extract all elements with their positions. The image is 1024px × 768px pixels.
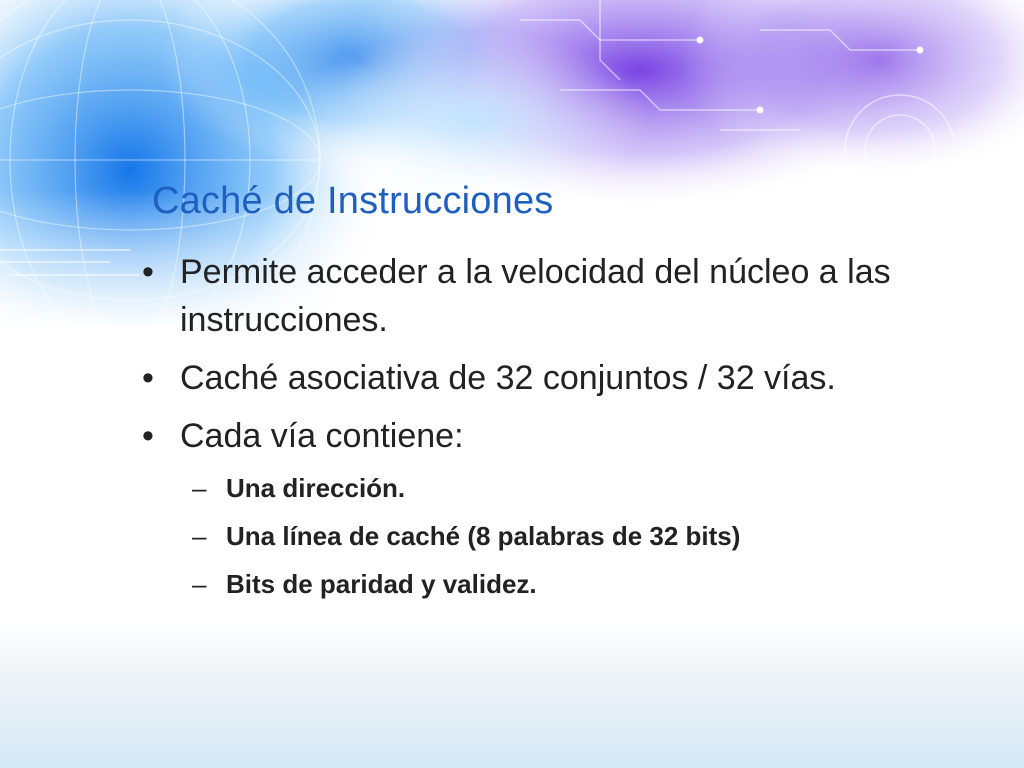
- dash-marker: –: [192, 569, 207, 599]
- sub-bullet-item: [140, 470, 980, 506]
- dash-marker: –: [192, 473, 207, 503]
- bullet-item: [140, 248, 980, 344]
- sub-bullet-item: [140, 518, 980, 554]
- sub-bullet-item: [140, 566, 980, 602]
- bullet-marker: •: [142, 359, 154, 397]
- dash-marker: –: [192, 521, 207, 551]
- bullet-text: Permite acceder a la velocidad del núcleo a las instrucciones.: [180, 253, 891, 339]
- bullet-marker: •: [142, 417, 154, 455]
- slide-title: Caché de Instrucciones: [152, 180, 554, 222]
- sub-bullet-group: [140, 470, 980, 602]
- sub-bullet-list: [140, 470, 980, 602]
- sub-bullet-text: Bits de paridad y validez.: [226, 569, 537, 599]
- sub-bullet-text: Una dirección.: [226, 473, 406, 503]
- bullet-text: Cada vía contiene:: [180, 417, 464, 455]
- bottom-gradient-band: [0, 620, 1024, 768]
- bullet-text: Caché asociativa de 32 conjuntos / 32 vías.: [180, 359, 836, 397]
- bullet-marker: •: [142, 253, 154, 291]
- sub-bullet-text: Una línea de caché (8 palabras de 32 bits): [226, 521, 741, 551]
- bullet-item: [140, 412, 980, 460]
- bullet-item: [140, 354, 980, 402]
- bullet-list: [140, 248, 980, 614]
